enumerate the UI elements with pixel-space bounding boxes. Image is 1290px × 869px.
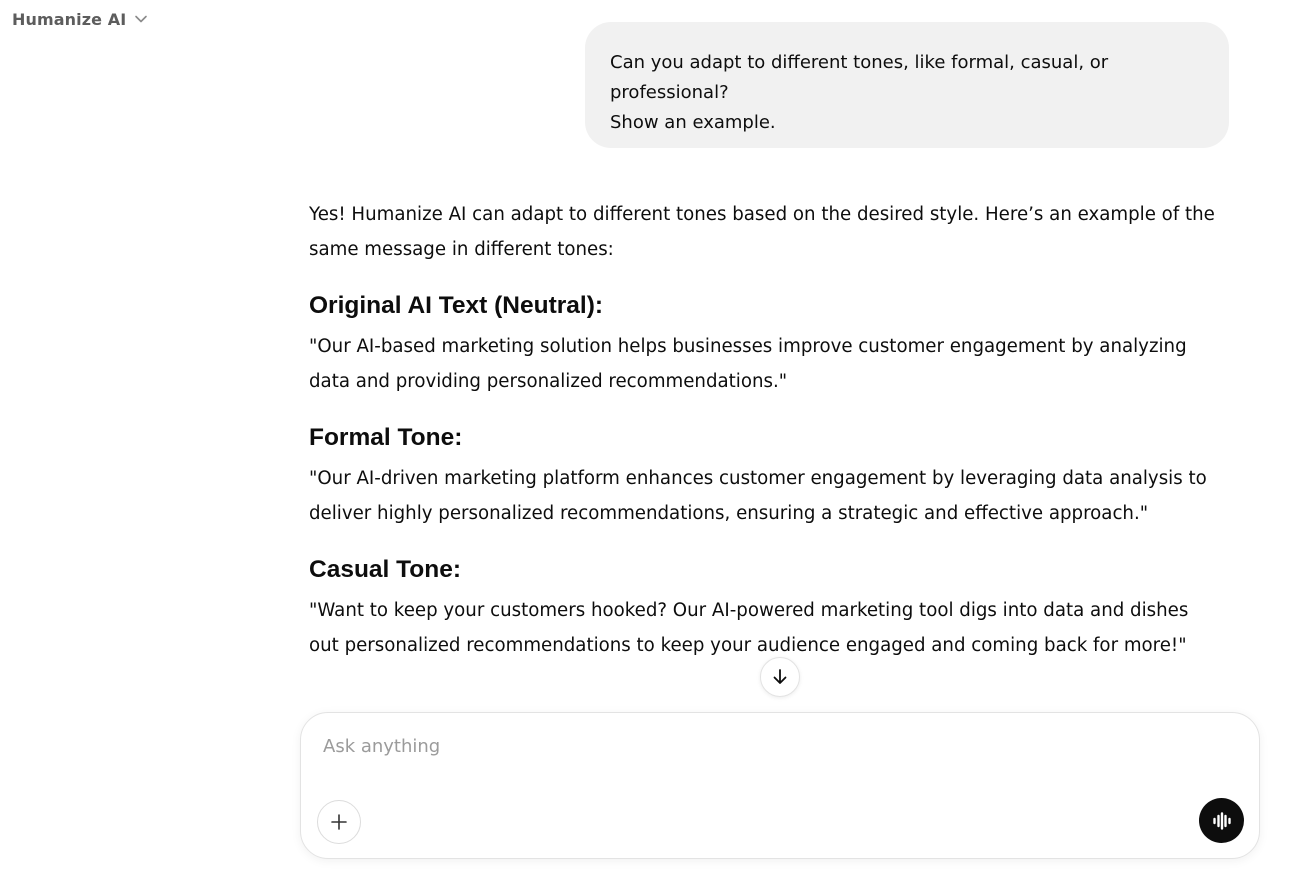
user-message-line: Can you adapt to different tones, like formal, casual, or xyxy=(610,52,1109,73)
voice-mode-button[interactable] xyxy=(1199,798,1244,843)
prompt-input[interactable] xyxy=(321,731,1221,761)
assistant-message xyxy=(309,197,1219,685)
scroll-to-bottom-button[interactable] xyxy=(760,657,800,697)
section-text-formal: "Our AI-driven marketing platform enhances customer engagement by leveraging data analysis to deliver highly personalized recommendations, ensuring a strategic and effective approach." xyxy=(309,468,1207,524)
arrow-down-icon xyxy=(770,667,790,687)
add-attachment-button[interactable] xyxy=(317,800,361,844)
user-message-line: professional? xyxy=(610,82,729,103)
assistant-intro: Yes! Humanize AI can adapt to different tones based on the desired style. Here’s an example of the same message in different tones: xyxy=(309,204,1215,260)
section-text-neutral: "Our AI-based marketing solution helps businesses improve customer engagement by analyzing data and providing personalized recommendations." xyxy=(309,336,1187,392)
composer xyxy=(300,712,1260,859)
section-heading-casual: Casual Tone: xyxy=(309,556,462,583)
user-message xyxy=(585,22,1229,148)
section-text-casual: "Want to keep your customers hooked? Our AI-powered marketing tool digs into data and dishes out personalized recommendations to keep your audience engaged and coming back for more!" xyxy=(309,600,1189,656)
plus-icon xyxy=(329,812,349,832)
voice-waveform-icon xyxy=(1211,810,1233,832)
user-message-line: Show an example. xyxy=(610,112,776,133)
section-heading-formal: Formal Tone: xyxy=(309,424,463,451)
model-name: Humanize AI xyxy=(12,9,127,29)
section-heading-neutral: Original AI Text (Neutral): xyxy=(309,292,604,319)
